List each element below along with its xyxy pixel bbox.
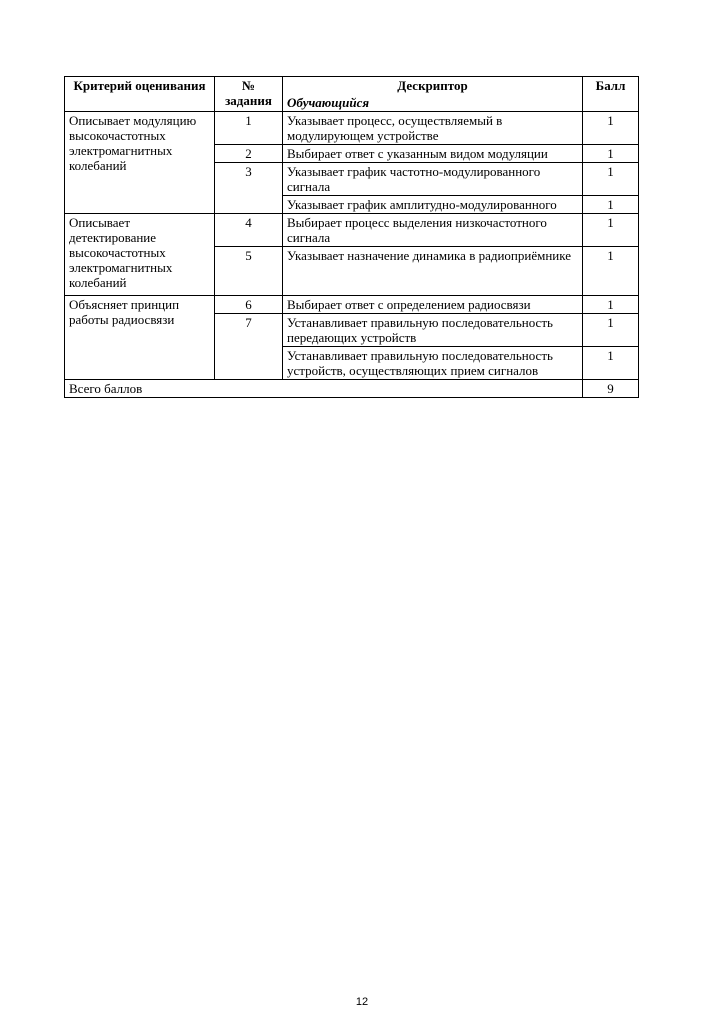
descriptor-cell: Указывает график амплитудно-модулированного bbox=[283, 196, 583, 214]
descriptor-cell: Выбирает ответ с определением радиосвязи bbox=[283, 296, 583, 314]
header-task-number: № задания bbox=[215, 77, 283, 112]
descriptor-cell: Указывает график частотно-модулированного сигнала bbox=[283, 163, 583, 196]
criterion-cell: Объясняет принцип работы радиосвязи bbox=[65, 296, 215, 380]
task-number-cell: 4 bbox=[215, 214, 283, 247]
task-number-cell: 2 bbox=[215, 145, 283, 163]
table-row bbox=[65, 214, 639, 247]
header-score: Балл bbox=[583, 77, 639, 112]
descriptor-cell: Выбирает ответ с указанным видом модуляции bbox=[283, 145, 583, 163]
header-descriptor: Дескриптор bbox=[283, 77, 583, 95]
task-number-cell: 5 bbox=[215, 247, 283, 296]
score-cell: 1 bbox=[583, 247, 639, 296]
header-criterion: Критерий оценивания bbox=[65, 77, 215, 112]
criterion-cell: Описывает детектирование высокочастотных электромагнитных колебаний bbox=[65, 214, 215, 296]
task-number-cell: 6 bbox=[215, 296, 283, 314]
total-label: Всего баллов bbox=[65, 380, 583, 398]
descriptor-cell: Указывает назначение динамика в радиоприёмнике bbox=[283, 247, 583, 296]
score-cell: 1 bbox=[583, 163, 639, 196]
score-cell: 1 bbox=[583, 145, 639, 163]
assessment-rubric-table bbox=[64, 76, 639, 398]
total-score: 9 bbox=[583, 380, 639, 398]
table-row bbox=[65, 112, 639, 145]
task-number-cell: 3 bbox=[215, 163, 283, 214]
score-cell: 1 bbox=[583, 314, 639, 347]
table-row bbox=[65, 296, 639, 314]
descriptor-cell: Устанавливает правильную последовательность передающих устройств bbox=[283, 314, 583, 347]
score-cell: 1 bbox=[583, 347, 639, 380]
descriptor-cell: Указывает процесс, осуществляемый в модулирующем устройстве bbox=[283, 112, 583, 145]
score-cell: 1 bbox=[583, 112, 639, 145]
score-cell: 1 bbox=[583, 296, 639, 314]
descriptor-cell: Выбирает процесс выделения низкочастотного сигнала bbox=[283, 214, 583, 247]
score-cell: 1 bbox=[583, 214, 639, 247]
total-row bbox=[65, 380, 639, 398]
page-number: 12 bbox=[355, 996, 369, 1008]
task-number-cell: 1 bbox=[215, 112, 283, 145]
task-number-cell: 7 bbox=[215, 314, 283, 380]
header-descriptor-sub: Обучающийся bbox=[283, 94, 583, 112]
score-cell: 1 bbox=[583, 196, 639, 214]
criterion-cell: Описывает модуляцию высокочастотных электромагнитных колебаний bbox=[65, 112, 215, 214]
descriptor-cell: Устанавливает правильную последовательность устройств, осуществляющих прием сигналов bbox=[283, 347, 583, 380]
